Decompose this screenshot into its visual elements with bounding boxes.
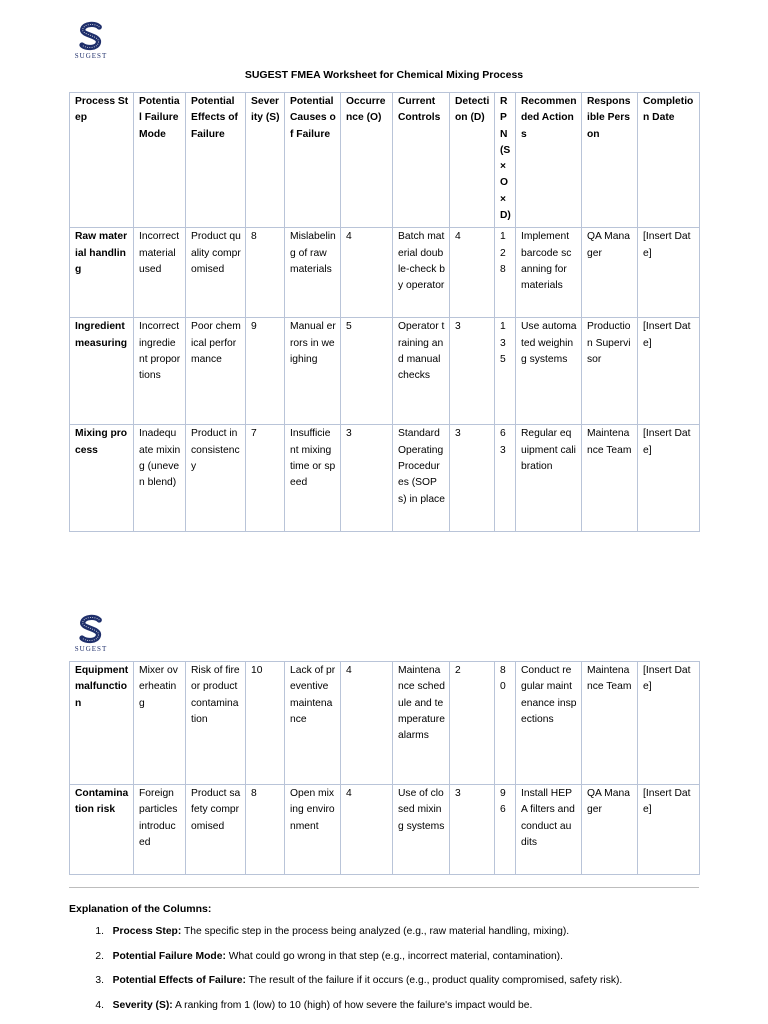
cell-controls: Standard Operating Procedures (SOPs) in place xyxy=(393,425,450,532)
cell-controls: Batch material double-check by operator xyxy=(393,228,450,318)
cell-causes: Manual errors in weighing xyxy=(285,318,341,425)
cell-effects: Product safety compromised xyxy=(186,785,246,875)
cell-rpn: 63 xyxy=(495,425,516,532)
cell-person: QA Manager xyxy=(582,785,638,875)
cell-person: Production Supervisor xyxy=(582,318,638,425)
cell-actions: Implement barcode scanning for materials xyxy=(516,228,582,318)
cell-rpn: 96 xyxy=(495,785,516,875)
list-number: 4. xyxy=(95,999,104,1011)
cell-occurrence: 4 xyxy=(341,662,393,785)
fmea-table-continued xyxy=(69,661,700,875)
cell-date: [Insert Date] xyxy=(638,318,700,425)
list-number: 1. xyxy=(95,926,104,937)
header-rpn: RPN (S × O × D) xyxy=(495,93,516,228)
list-text: The specific step in the process being analyzed (e.g., raw material handling, mixing). xyxy=(181,926,570,937)
cell-step: Contamination risk xyxy=(70,785,134,875)
cell-effects: Risk of fire or product contamination xyxy=(186,662,246,785)
cell-mode: Inadequate mixing (uneven blend) xyxy=(134,425,186,532)
cell-causes: Open mixing environment xyxy=(285,785,341,875)
cell-severity: 10 xyxy=(246,662,285,785)
cell-causes: Insufficient mixing time or speed xyxy=(285,425,341,532)
cell-date: [Insert Date] xyxy=(638,785,700,875)
cell-detection: 2 xyxy=(450,662,495,785)
cell-detection: 3 xyxy=(450,318,495,425)
table-header-row xyxy=(70,93,700,228)
cell-date: [Insert Date] xyxy=(638,662,700,785)
cell-step: Mixing process xyxy=(70,425,134,532)
cell-step: Equipment malfunction xyxy=(70,662,134,785)
list-text: The result of the failure if it occurs (e.g., product quality compromised, safety risk). xyxy=(245,975,623,986)
cell-rpn: 135 xyxy=(495,318,516,425)
cell-controls: Operator training and manual checks xyxy=(393,318,450,425)
table-row xyxy=(70,662,700,785)
list-text: What could go wrong in that step (e.g., incorrect material, contamination). xyxy=(225,950,563,962)
cell-person: QA Manager xyxy=(582,228,638,318)
cell-occurrence: 4 xyxy=(341,785,393,875)
list-text: A ranking from 1 (low) to 10 (high) of how severe the failure's impact would be. xyxy=(172,999,533,1011)
cell-severity: 7 xyxy=(246,425,285,532)
header-failure-mode: Potential Failure Mode xyxy=(134,93,186,228)
cell-effects: Product quality compromised xyxy=(186,228,246,318)
cell-person: Maintenance Team xyxy=(582,425,638,532)
list-item xyxy=(69,945,709,970)
table-row xyxy=(70,425,700,532)
cell-occurrence: 3 xyxy=(341,425,393,532)
cell-effects: Poor chemical performance xyxy=(186,318,246,425)
cell-occurrence: 5 xyxy=(341,318,393,425)
header-controls: Current Controls xyxy=(393,93,450,228)
cell-detection: 4 xyxy=(450,228,495,318)
cell-mode: Incorrect material used xyxy=(134,228,186,318)
explanation-title: Explanation of the Columns: xyxy=(69,903,212,915)
cell-detection: 3 xyxy=(450,425,495,532)
cell-actions: Install HEPA filters and conduct audits xyxy=(516,785,582,875)
cell-effects: Product inconsistency xyxy=(186,425,246,532)
list-number: 2. xyxy=(95,950,104,962)
logo-wordmark: SUGEST xyxy=(74,52,108,60)
explanation-list xyxy=(69,920,709,1018)
page-title: SUGEST FMEA Worksheet for Chemical Mixing Process xyxy=(244,69,524,81)
cell-rpn: 128 xyxy=(495,228,516,318)
header-actions: Recommended Actions xyxy=(516,93,582,228)
cell-causes: Lack of preventive maintenance xyxy=(285,662,341,785)
cell-person: Maintenance Team xyxy=(582,662,638,785)
table-row xyxy=(70,228,700,318)
cell-actions: Regular equipment calibration xyxy=(516,425,582,532)
cell-rpn: 80 xyxy=(495,662,516,785)
header-effects: Potential Effects of Failure xyxy=(186,93,246,228)
horizontal-divider xyxy=(69,887,699,888)
sugest-logo-icon xyxy=(76,614,106,644)
list-item xyxy=(69,920,709,945)
cell-severity: 8 xyxy=(246,785,285,875)
table-row xyxy=(70,318,700,425)
list-number: 3. xyxy=(95,975,104,986)
header-detection: Detection (D) xyxy=(450,93,495,228)
list-term: Potential Effects of Failure: xyxy=(112,975,246,986)
list-term: Process Step: xyxy=(112,926,182,937)
cell-mode: Foreign particles introduced xyxy=(134,785,186,875)
company-logo xyxy=(69,614,113,653)
cell-step: Raw material handling xyxy=(70,228,134,318)
cell-controls: Use of closed mixing systems xyxy=(393,785,450,875)
header-date: Completion Date xyxy=(638,93,700,228)
cell-date: [Insert Date] xyxy=(638,228,700,318)
header-person: Responsible Person xyxy=(582,93,638,228)
cell-actions: Use automated weighing systems xyxy=(516,318,582,425)
list-item xyxy=(69,994,709,1019)
header-causes: Potential Causes of Failure xyxy=(285,93,341,228)
header-process-step: Process Step xyxy=(70,93,134,228)
cell-mode: Incorrect ingredient proportions xyxy=(134,318,186,425)
header-severity: Severity (S) xyxy=(246,93,285,228)
cell-severity: 8 xyxy=(246,228,285,318)
header-occurrence: Occurrence (O) xyxy=(341,93,393,228)
cell-controls: Maintenance schedule and temperature alarms xyxy=(393,662,450,785)
table-row xyxy=(70,785,700,875)
list-item xyxy=(69,969,709,994)
cell-occurrence: 4 xyxy=(341,228,393,318)
cell-step: Ingredient measuring xyxy=(70,318,134,425)
cell-causes: Mislabeling of raw materials xyxy=(285,228,341,318)
cell-detection: 3 xyxy=(450,785,495,875)
company-logo xyxy=(69,21,113,60)
logo-wordmark: SUGEST xyxy=(74,645,108,653)
sugest-logo-icon xyxy=(76,21,106,51)
cell-actions: Conduct regular maintenance inspections xyxy=(516,662,582,785)
list-term: Potential Failure Mode: xyxy=(112,950,226,962)
fmea-table xyxy=(69,92,700,532)
list-term: Severity (S): xyxy=(112,999,173,1011)
cell-severity: 9 xyxy=(246,318,285,425)
cell-date: [Insert Date] xyxy=(638,425,700,532)
cell-mode: Mixer overheating xyxy=(134,662,186,785)
